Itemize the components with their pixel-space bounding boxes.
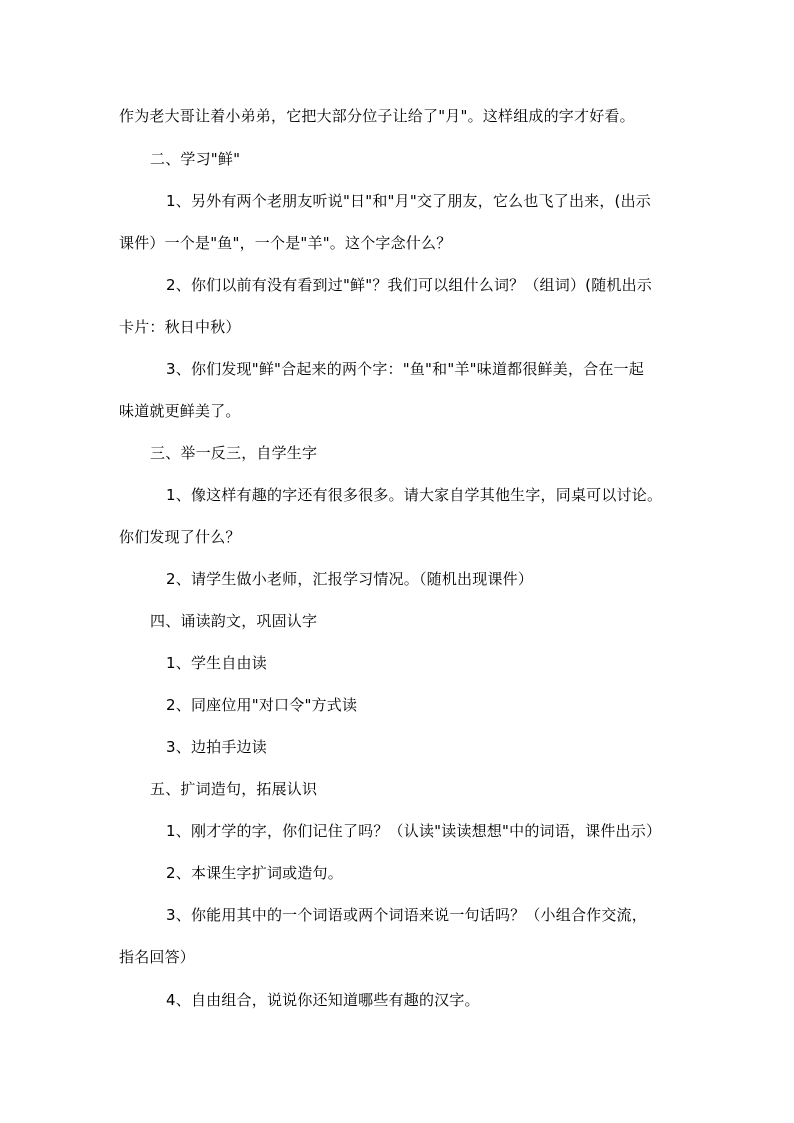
section-heading: 五、扩词造句，拓展认识 [150,780,318,798]
paragraph-line: 2、请学生做小老师，汇报学习情况。（随机出现课件） [166,570,534,588]
paragraph-line: 3、边拍手边读 [166,738,267,756]
paragraph-line: 1、另外有两个老朋友听说"日"和"月"交了朋友，它么也飞了出来，(出示 [166,192,651,210]
paragraph-line: 3、你们发现"鲜"合起来的两个字："鱼"和"羊"味道都很鲜美，合在一起 [166,360,644,378]
paragraph-line: 3、你能用其中的一个词语或两个词语来说一句话吗？（小组合作交流， [166,906,647,924]
section-heading: 二、学习"鲜" [150,150,241,168]
paragraph-line: 1、像这样有趣的字还有很多很多。请大家自学其他生字，同桌可以讨论。 [166,486,663,504]
paragraph-line: 2、同座位用"对口令"方式读 [166,696,358,714]
paragraph-line: 课件）一个是"鱼"，一个是"羊"。这个字念什么？ [119,234,452,252]
paragraph-line: 2、本课生字扩词或造句。 [166,864,343,882]
paragraph-line: 4、自由组合，说说你还知道哪些有趣的汉字。 [166,991,480,1009]
paragraph-line: 作为老大哥让着小弟弟，它把大部分位子让给了"月"。这样组成的字才好看。 [119,107,635,125]
paragraph-line: 味道就更鲜美了。 [119,402,241,420]
paragraph-line: 1、刚才学的字，你们记住了吗？（认读"读读想想"中的词语，课件出示） [166,822,662,840]
section-heading: 四、诵读韵文，巩固认字 [150,612,318,630]
paragraph-line: 指名回答） [119,948,196,966]
paragraph-line: 你们发现了什么？ [119,528,241,546]
paragraph-line: 1、学生自由读 [166,654,267,672]
paragraph-line: 2、你们以前有没有看到过"鲜"？我们可以组什么词？（组词）(随机出示 [166,276,652,294]
section-heading: 三、举一反三，自学生字 [150,444,318,462]
paragraph-line: 卡片：秋日中秋） [119,318,241,336]
